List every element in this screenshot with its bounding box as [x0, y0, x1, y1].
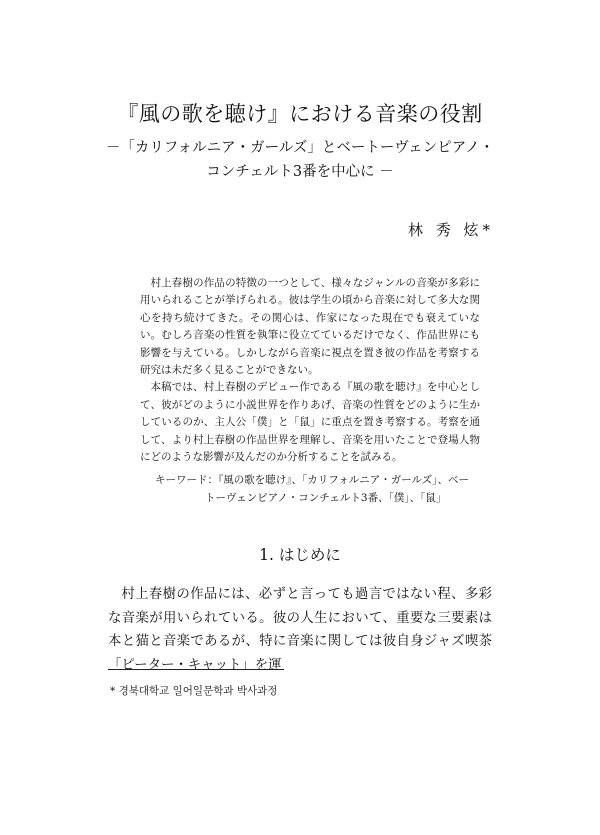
footnote-rule: [108, 669, 284, 670]
paper-title: 『風の歌を聴け』における音楽の役割: [117, 102, 483, 126]
abstract-paragraph-2: 本稿では、村上春樹のデビュー作である『風の歌を聴け』を中心として、彼がどのように小説世界を作りあげ、音楽の性質をどのように生かしているのか、主人公「僕」と「鼠」に重点を置き考察する。考察を通して、より村上春樹の作品世界を理解し、音楽を用いたことで登場人物にどのような影響が及んだのか分析することを試みる。: [140, 381, 480, 464]
abstract-paragraph-1: 村上春樹の作品の特徴の一つとして、様々なジャンルの音楽が多彩に用いられることが挙げられる。彼は学生の頃から音楽に対して多大な関心を持ち続けてきた。その関心は、作家になった現在でも衰えていない。むしろ音楽の性質を執筆に役立てているだけでなく、作品世界にも影響を与えている。しかしながら音楽に視点を置き彼の作品を考察する研究は未だ多く見ることができない。: [140, 277, 480, 377]
footnote: * 경북대학교 일어일문학과 박사과정: [110, 685, 278, 697]
paper-subtitle-line-1: －「カリフォルニア・ガールズ」とベートーヴェンピアノ・: [105, 140, 495, 156]
body-paragraph: 村上春樹の作品には、必ずと言っても過言ではない程、多彩な音楽が用いられている。彼の人生において、重要な三要素は本と猫と音楽であるが、特に音楽に関しては彼自身ジャズ喫茶「ピーター・キャット」を運: [108, 587, 492, 673]
body-text: [108, 583, 492, 677]
paper-subtitle-line-2: コンチェルト3番を中心に －: [206, 164, 394, 180]
section-heading: 1. はじめに: [259, 546, 341, 564]
author-name: 林 秀 炫*: [407, 221, 494, 239]
keywords: キーワード：『風の歌を聴け』、「カリフォルニア・ガールズ」、ベートーヴェンピアノ・コンチェルト3番、「僕」、「鼠」: [155, 474, 469, 504]
abstract: [140, 275, 480, 466]
